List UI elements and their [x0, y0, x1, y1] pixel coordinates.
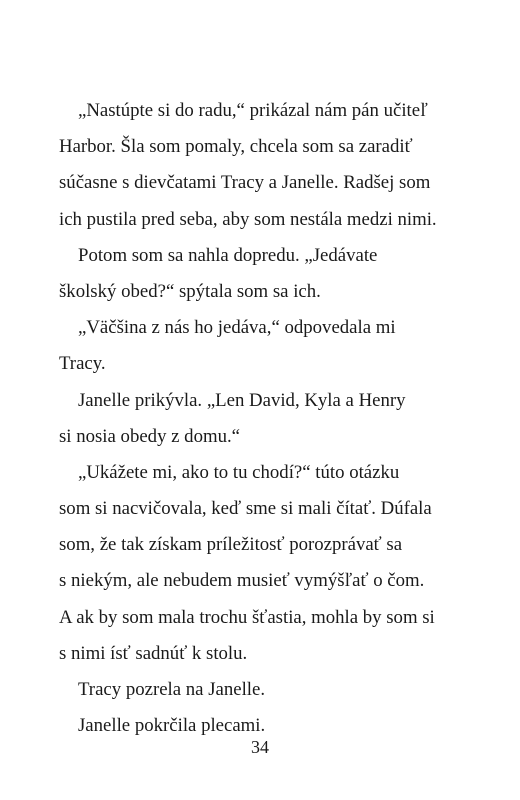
- text-line: A ak by som mala trochu šťastia, mohla by som si: [59, 606, 435, 628]
- text-line: „Nastúpte si do radu,“ prikázal nám pán učiteľ: [78, 100, 428, 121]
- text-line: Tracy.: [59, 353, 106, 375]
- text-line: si nosia obedy z domu.“: [59, 425, 240, 447]
- text-line: „Väčšina z nás ho jedáva,“ odpovedala mi: [78, 317, 396, 339]
- text-line: Janelle prikývla. „Len David, Kyla a Henry: [78, 389, 406, 411]
- text-line: s nimi ísť sadnúť k stolu.: [59, 642, 248, 664]
- text-line: som, že tak získam príležitosť porozprávať sa: [59, 534, 403, 556]
- text-line: Potom som sa nahla dopredu. „Jedávate: [78, 244, 378, 266]
- body-text: [59, 93, 479, 744]
- text-line: Harbor. Šla som pomaly, chcela som sa zaradiť: [59, 136, 413, 158]
- page-number: 34: [251, 737, 269, 757]
- text-line: „Ukážete mi, ako to tu chodí?“ túto otázku: [78, 461, 400, 483]
- text-line: s niekým, ale nebudem musieť vymýšľať o čom.: [59, 570, 425, 592]
- text-line: Janelle pokrčila plecami.: [78, 715, 266, 737]
- text-line: som si nacvičovala, keď sme si mali čítať. Dúfala: [59, 498, 432, 520]
- text-line: Tracy pozrela na Janelle.: [78, 679, 266, 700]
- text-line: školský obed?“ spýtala som sa ich.: [59, 280, 321, 302]
- text-line: súčasne s dievčatami Tracy a Janelle. Radšej som: [59, 172, 431, 194]
- text-line: ich pustila pred seba, aby som nestála medzi nimi.: [59, 208, 437, 230]
